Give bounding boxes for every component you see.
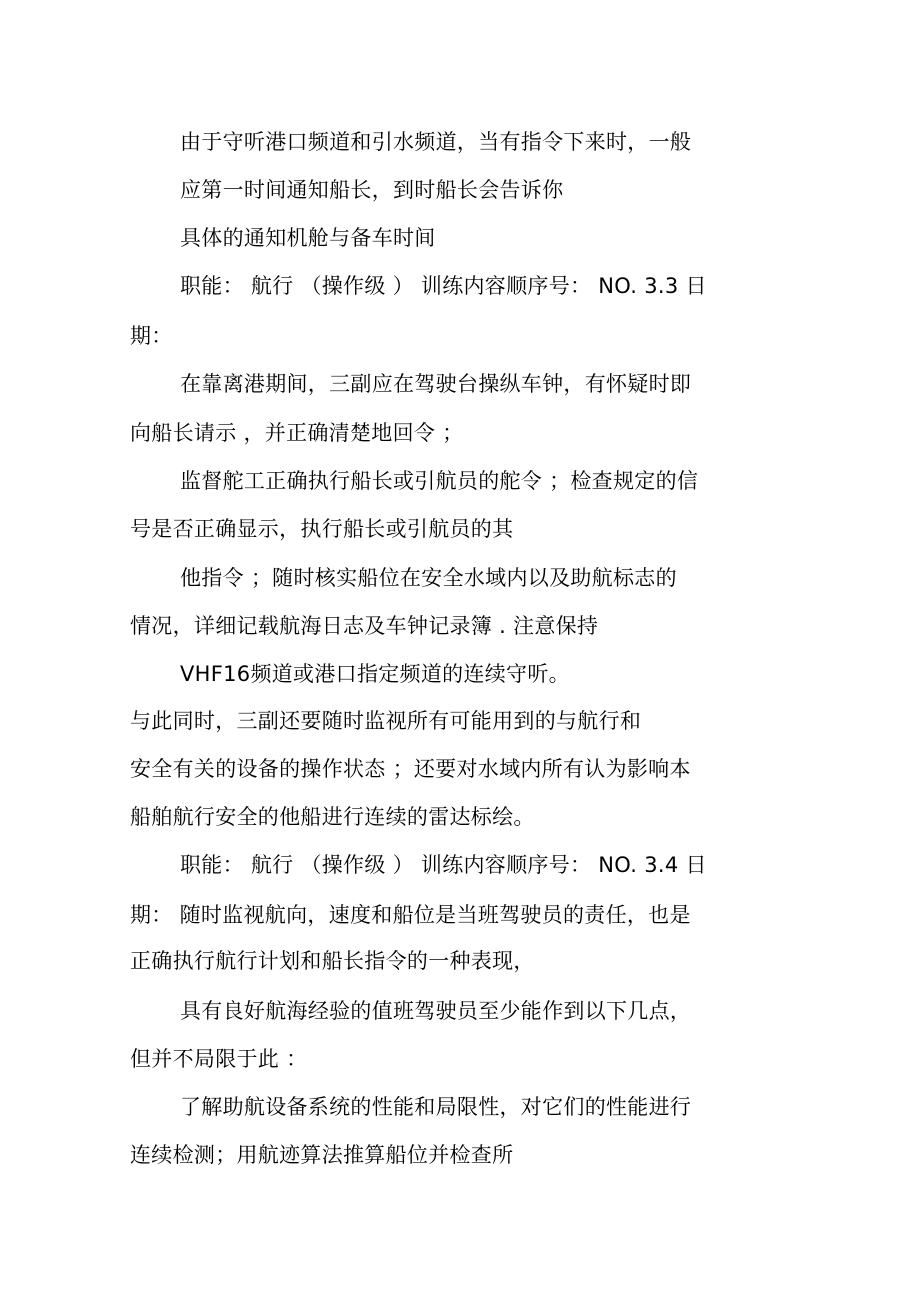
text-line: 监督舵工正确执行船长或引航员的舵令 ；检查规定的信 (180, 469, 699, 493)
text-line: 应第一时间通知船长，到时船长会告诉你 (180, 178, 564, 202)
text-line: 职能： 航行 （操作级 ） 训练内容顺序号： NO. 3.3 日 (180, 274, 707, 298)
text-line: 与此同时，三副还要随时监视所有可能用到的与航行和 (130, 709, 642, 733)
text-line: 正确执行航行计划和船长指令的一种表现， (130, 949, 535, 973)
text-line: 他指令 ；随时核实船位在安全水域内以及助航标志的 (180, 566, 677, 590)
text-line: 在靠离港期间，三副应在驾驶台操纵车钟，有怀疑时即 (180, 372, 692, 396)
text-line: 船舶航行安全的他船进行连续的雷达标绘。 (130, 805, 535, 829)
text-line: 连续检测；用航迹算法推算船位并检查所 (130, 1143, 514, 1167)
text-line: 但并不局限于此 ： (130, 1047, 308, 1071)
text-line: 向船长请示 ，并正确清楚地回令 ； (130, 421, 464, 445)
text-line: 具体的通知机舱与备车时间 (180, 226, 436, 250)
text-line: 了解助航设备系统的性能和局限性，对它们的性能进行 (180, 1095, 692, 1119)
text-line: 期： 随时监视航向，速度和船位是当班驾驶员的责任，也是 (130, 903, 691, 927)
text-line: 期： (130, 324, 173, 348)
text-line: 由于守听港口频道和引水频道，当有指令下来时，一般 (180, 130, 692, 154)
text-line: 具有良好航海经验的值班驾驶员至少能作到以下几点， (180, 999, 692, 1023)
text-line: 安全有关的设备的操作状态 ；还要对水域内所有认为影响本 (130, 757, 691, 781)
text-line: 号是否正确显示，执行船长或引航员的其 (130, 517, 514, 541)
text-line: VHF16频道或港口指定频道的连续守听。 (180, 662, 570, 686)
text-line: 情况，详细记载航海日志及车钟记录簿 . 注意保持 (130, 614, 599, 638)
text-line: 职能： 航行 （操作级 ） 训练内容顺序号： NO. 3.4 日 (180, 853, 707, 877)
